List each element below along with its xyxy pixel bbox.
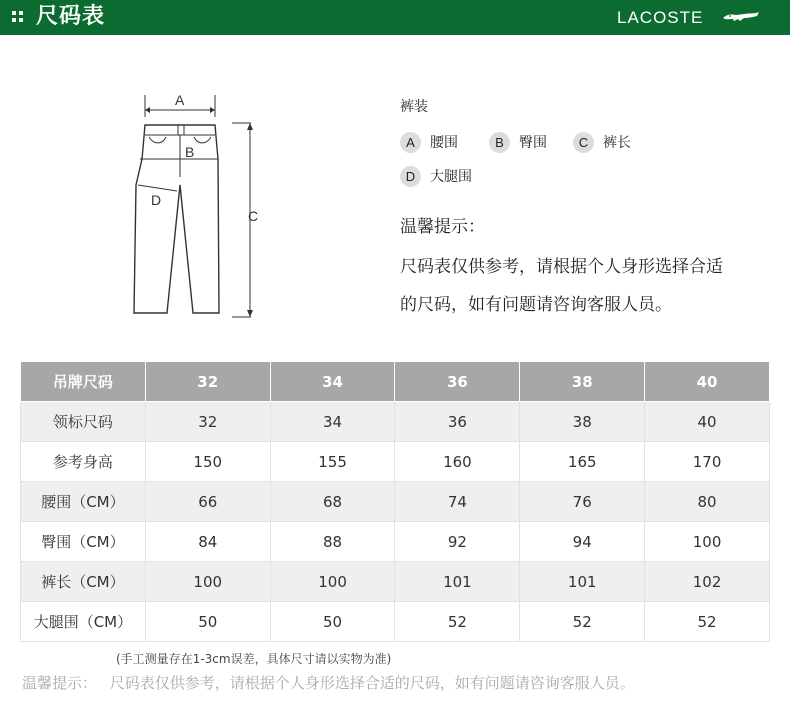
table-cell: 36 [395,402,520,442]
table-cell: 170 [645,442,770,482]
table-cell: 66 [145,482,270,522]
table-cell: 160 [395,442,520,482]
footer-tip [22,672,635,693]
legend-item-label: 大腿围 [430,169,472,185]
row-label: 腰围（CM） [21,482,146,522]
page-title: 尺码表 [36,4,106,29]
table-cell: 150 [145,442,270,482]
tips-heading: 温馨提示： [400,217,485,237]
row-label: 领标尺码 [21,402,146,442]
table-cell: 102 [645,562,770,602]
row-label: 参考身高 [21,442,146,482]
measure-label-b: B [185,144,195,160]
table-row [21,442,770,482]
table-cell: 38 [520,402,645,442]
legend-item-thigh [400,166,472,188]
legend-title: 裤装 [400,99,428,115]
table-cell: 32 [145,402,270,442]
table-cell: 88 [270,522,395,562]
legend-item-hip [489,132,547,154]
table-row [21,482,770,522]
table-header-cell: 32 [145,362,270,402]
legend-key-badge: B [489,132,510,153]
table-row [21,562,770,602]
brand-name: LACOSTE [617,8,704,27]
legend-item-waist [400,132,458,154]
legend-item-label: 裤长 [603,135,631,151]
tips-line-1: 尺码表仅供参考，请根据个人身形选择合适 [400,257,723,277]
table-cell: 34 [270,402,395,442]
measure-label-c: C [248,208,259,224]
legend-item-label: 臀围 [519,135,547,151]
table-cell: 80 [645,482,770,522]
table-cell: 84 [145,522,270,562]
footer-tip-label: 温馨提示： [22,674,98,692]
legend-item-label: 腰围 [430,135,458,151]
table-header-cell: 34 [270,362,395,402]
legend-key-badge: C [573,132,594,153]
table-cell: 100 [145,562,270,602]
table-cell: 76 [520,482,645,522]
table-cell: 52 [645,602,770,642]
table-cell: 94 [520,522,645,562]
table-cell: 155 [270,442,395,482]
table-cell: 101 [395,562,520,602]
grid-dots-icon [12,11,26,25]
row-label: 裤长（CM） [21,562,146,602]
table-cell: 50 [145,602,270,642]
pants-diagram [120,85,280,330]
table-row [21,522,770,562]
table-row [21,402,770,442]
table-header-row [21,362,770,402]
table-cell: 100 [270,562,395,602]
table-cell: 50 [270,602,395,642]
table-header-cell: 38 [520,362,645,402]
measure-label-d: D [151,192,162,208]
header-bar [0,0,790,35]
table-cell: 92 [395,522,520,562]
table-cell: 74 [395,482,520,522]
table-header-cell: 40 [645,362,770,402]
table-row [21,602,770,642]
table-cell: 101 [520,562,645,602]
row-label: 大腿围（CM） [21,602,146,642]
table-cell: 52 [520,602,645,642]
table-cell: 52 [395,602,520,642]
legend-key-badge: D [400,166,421,187]
footer-tip-text: 尺码表仅供参考，请根据个人身形选择合适的尺码，如有问题请咨询客服人员。 [109,674,635,692]
table-cell: 40 [645,402,770,442]
size-table [20,361,770,642]
table-header-cell: 36 [395,362,520,402]
table-cell: 68 [270,482,395,522]
legend-item-length [573,132,631,154]
table-header-cell: 吊牌尺码 [21,362,146,402]
legend-key-badge: A [400,132,421,153]
crocodile-logo-icon [722,9,760,25]
measure-label-a: A [175,92,185,108]
row-label: 臀围（CM） [21,522,146,562]
tips-line-2: 的尺码，如有问题请咨询客服人员。 [400,295,672,315]
table-cell: 165 [520,442,645,482]
measurement-note: (手工测量存在1-3cm误差，具体尺寸请以实物为准) [116,652,392,666]
table-cell: 100 [645,522,770,562]
